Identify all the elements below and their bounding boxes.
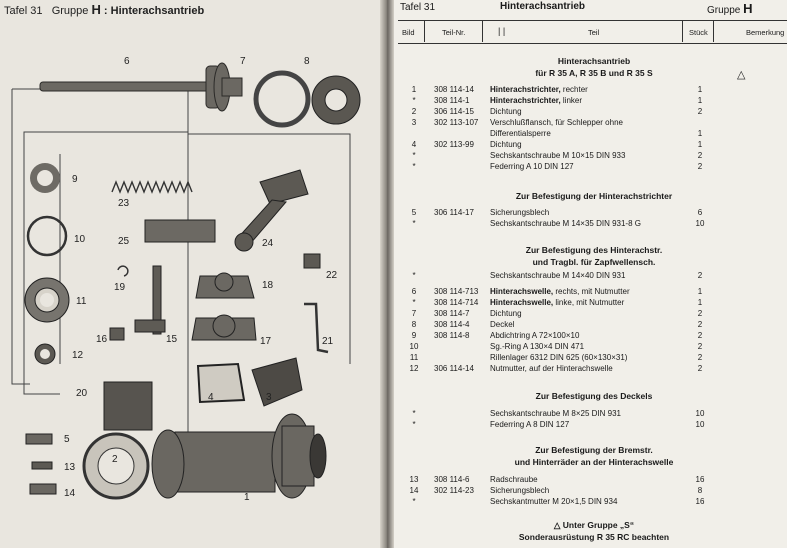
row-bild: 1 xyxy=(411,85,417,94)
table-row xyxy=(394,106,787,117)
row-quantity: 1 xyxy=(697,129,703,138)
row-teil-nr: 302 113-107 xyxy=(434,118,479,127)
row-bild: * xyxy=(412,162,416,171)
label-10: 10 xyxy=(74,234,86,245)
table-row xyxy=(394,363,787,374)
row-description: Sicherungsblech xyxy=(490,486,550,495)
row-bild: * xyxy=(412,271,416,280)
row-description: Sechskantmutter M 20×1,5 DIN 934 xyxy=(490,497,618,506)
label-16: 16 xyxy=(96,334,108,345)
row-quantity: 2 xyxy=(697,151,703,160)
row-teil-nr: 302 113-99 xyxy=(434,140,474,149)
row-description: Hinterachstrichter, linker xyxy=(490,96,583,105)
row-teil-nr: 308 114-713 xyxy=(434,287,479,296)
footer-note-2: Sonderausrüstung R 35 RC beachten xyxy=(518,532,670,542)
table-row xyxy=(394,485,787,496)
row-description: Sechskantschraube M 8×25 DIN 931 xyxy=(490,409,621,418)
row-description: Federring A 10 DIN 127 xyxy=(490,162,574,171)
row-teil-nr: 308 114-6 xyxy=(434,475,470,484)
row-description: Federring A 8 DIN 127 xyxy=(490,420,570,429)
label-25: 25 xyxy=(118,236,130,247)
exploded-parts-diagram xyxy=(0,14,380,544)
row-teil-nr: 308 114-714 xyxy=(434,298,479,307)
book-gutter xyxy=(380,0,394,548)
row-quantity: 1 xyxy=(697,298,703,307)
row-description: Rillenlager 6312 DIN 625 (60×130×31) xyxy=(490,353,628,362)
table-row xyxy=(394,474,787,485)
label-1: 1 xyxy=(244,492,250,503)
table-column-header: Bild Teil-Nr. | | Teil Stück Bemerkung xyxy=(398,20,787,44)
right-page-header xyxy=(394,0,787,16)
table-row xyxy=(394,419,787,430)
row-teil-nr: 306 114-14 xyxy=(434,364,474,373)
row-bild: * xyxy=(412,420,416,429)
row-bild: 14 xyxy=(409,486,419,495)
right-page-parts-list xyxy=(394,0,787,548)
table-row xyxy=(394,139,787,150)
row-bild: 5 xyxy=(411,208,417,217)
right-tafel-label: Tafel 31 xyxy=(400,2,436,13)
row-quantity: 10 xyxy=(695,219,705,228)
gruppe-letter: H xyxy=(91,2,101,17)
row-teil-nr: 308 114-14 xyxy=(434,85,474,94)
row-quantity: 1 xyxy=(697,85,703,94)
row-bild: 13 xyxy=(409,475,419,484)
table-row xyxy=(394,308,787,319)
label-22: 22 xyxy=(326,270,338,281)
table-row xyxy=(394,95,787,106)
row-description: Dichtung xyxy=(490,107,522,116)
label-15: 15 xyxy=(166,334,178,345)
gruppe-label: Gruppe xyxy=(51,5,89,17)
row-bild: 4 xyxy=(411,140,417,149)
col-teil-nr: Teil-Nr. xyxy=(442,28,466,37)
row-description: Hinterachswelle, rechts, mit Nutmutter xyxy=(490,287,630,296)
row-description: Sicherungsblech xyxy=(490,208,550,217)
row-description: Sg.-Ring A 130×4 DIN 471 xyxy=(490,342,585,351)
row-description: Sechskantschraube M 10×15 DIN 933 xyxy=(490,151,626,160)
label-3: 3 xyxy=(266,392,272,403)
label-4: 4 xyxy=(208,392,214,403)
table-row xyxy=(394,218,787,229)
row-bild: * xyxy=(412,298,416,307)
row-description: Dichtung xyxy=(490,309,522,318)
label-2: 2 xyxy=(112,454,118,465)
col-bild: Bild xyxy=(402,28,415,37)
label-18: 18 xyxy=(262,280,274,291)
row-quantity: 2 xyxy=(697,309,703,318)
row-bild: * xyxy=(412,219,416,228)
row-teil-nr: 302 114-23 xyxy=(434,486,474,495)
table-row xyxy=(394,297,787,308)
row-bild: 8 xyxy=(411,320,417,329)
label-21: 21 xyxy=(322,336,334,347)
col-stueck: Stück xyxy=(689,28,708,37)
note-triangle: △ xyxy=(737,69,746,81)
right-gruppe: Gruppe H xyxy=(707,1,753,16)
row-quantity: 10 xyxy=(695,420,705,429)
row-bild: 7 xyxy=(411,309,417,318)
row-description: Radschraube xyxy=(490,475,538,484)
row-quantity: 2 xyxy=(697,364,703,373)
section-heading: Zur Befestigung des Deckels xyxy=(535,391,653,401)
table-row xyxy=(394,161,787,172)
row-description: Deckel xyxy=(490,320,515,329)
row-quantity: 2 xyxy=(697,342,703,351)
row-quantity: 16 xyxy=(695,497,705,506)
section-heading: Zur Befestigung der Bremstr. und Hinterräder an der Hinterachswelle xyxy=(514,445,674,467)
row-bild: 2 xyxy=(411,107,417,116)
row-teil-nr: 306 114-17 xyxy=(434,208,474,217)
label-6: 6 xyxy=(124,56,130,67)
row-description: Nutmutter, auf der Hinterachswelle xyxy=(490,364,613,373)
row-bild: * xyxy=(412,497,416,506)
table-row xyxy=(394,330,787,341)
row-description: Verschlußflansch, für Schlepper ohne xyxy=(490,118,623,127)
row-bild: 12 xyxy=(409,364,419,373)
row-description: Dichtung xyxy=(490,140,522,149)
label-23: 23 xyxy=(118,198,130,209)
label-17: 17 xyxy=(260,336,272,347)
section-heading: Zur Befestigung der Hinterachstrichter xyxy=(515,191,673,201)
label-5: 5 xyxy=(64,434,70,445)
row-teil-nr: 308 114-4 xyxy=(434,320,470,329)
row-quantity: 6 xyxy=(697,208,703,217)
table-row xyxy=(394,341,787,352)
label-19: 19 xyxy=(114,282,126,293)
row-quantity: 2 xyxy=(697,353,703,362)
table-row xyxy=(394,84,787,95)
row-quantity: 2 xyxy=(697,107,703,116)
label-8: 8 xyxy=(304,56,310,67)
table-row xyxy=(394,286,787,297)
row-description: Hinterachswelle, linke, mit Nutmutter xyxy=(490,298,625,307)
row-teil-nr: 308 114-7 xyxy=(434,309,470,318)
table-row xyxy=(394,319,787,330)
row-quantity: 1 xyxy=(697,140,703,149)
table-row xyxy=(394,207,787,218)
label-20: 20 xyxy=(76,388,88,399)
row-quantity: 16 xyxy=(695,475,705,484)
table-row xyxy=(394,117,787,128)
label-9: 9 xyxy=(72,174,78,185)
col-teil: Teil xyxy=(588,28,600,37)
left-page-title: : Hinterachsantrieb xyxy=(103,5,205,17)
row-quantity: 1 xyxy=(697,287,703,296)
row-bild: 9 xyxy=(411,331,417,340)
label-11: 11 xyxy=(76,296,87,307)
row-bild: 10 xyxy=(409,342,419,351)
section-heading: Zur Befestigung des Hinterachstr. und Tragbl. für Zapfwellensch. xyxy=(525,245,663,267)
row-teil-nr: 308 114-8 xyxy=(434,331,470,340)
label-24: 24 xyxy=(262,238,274,249)
table-row xyxy=(394,352,787,363)
footer-note: △ Unter Gruppe „S“ xyxy=(553,520,635,530)
table-row xyxy=(394,496,787,507)
row-quantity: 2 xyxy=(697,331,703,340)
row-quantity: 2 xyxy=(697,162,703,171)
row-teil-nr: 306 114-15 xyxy=(434,107,474,116)
left-page-illustration xyxy=(0,0,383,548)
label-7: 7 xyxy=(240,56,246,67)
row-description: Sechskantschraube M 14×40 DIN 931 xyxy=(490,271,626,280)
row-bild: * xyxy=(412,151,416,160)
table-row xyxy=(394,270,787,281)
row-bild: 6 xyxy=(411,287,417,296)
row-quantity: 2 xyxy=(697,271,703,280)
table-row xyxy=(394,150,787,161)
table-row xyxy=(394,408,787,419)
row-bild: 3 xyxy=(411,118,417,127)
row-description: Hinterachstrichter, rechter xyxy=(490,85,588,94)
section-heading: Hinterachsantrieb für R 35 A, R 35 B und R 35 S xyxy=(535,56,653,78)
label-13: 13 xyxy=(64,462,76,473)
row-quantity: 1 xyxy=(697,96,703,105)
row-description: Differentialsperre xyxy=(490,129,551,138)
tafel-label: Tafel 31 xyxy=(4,5,43,17)
row-quantity: 2 xyxy=(697,320,703,329)
right-page-title: Hinterachsantrieb xyxy=(500,1,586,12)
row-description: Abdichtring A 72×100×10 xyxy=(490,331,580,340)
table-row xyxy=(394,128,787,139)
axle-shaft-part xyxy=(40,63,242,111)
row-quantity: 10 xyxy=(695,409,705,418)
row-bild: * xyxy=(412,96,416,105)
row-description: Sechskantschraube M 14×35 DIN 931-8 G xyxy=(490,219,641,228)
row-quantity: 8 xyxy=(697,486,703,495)
label-12: 12 xyxy=(72,350,84,361)
row-teil-nr: 308 114-1 xyxy=(434,96,470,105)
label-14: 14 xyxy=(64,488,76,499)
row-bild: 11 xyxy=(409,353,419,362)
col-bemerkung: Bemerkung xyxy=(746,28,785,37)
row-bild: * xyxy=(412,409,416,418)
